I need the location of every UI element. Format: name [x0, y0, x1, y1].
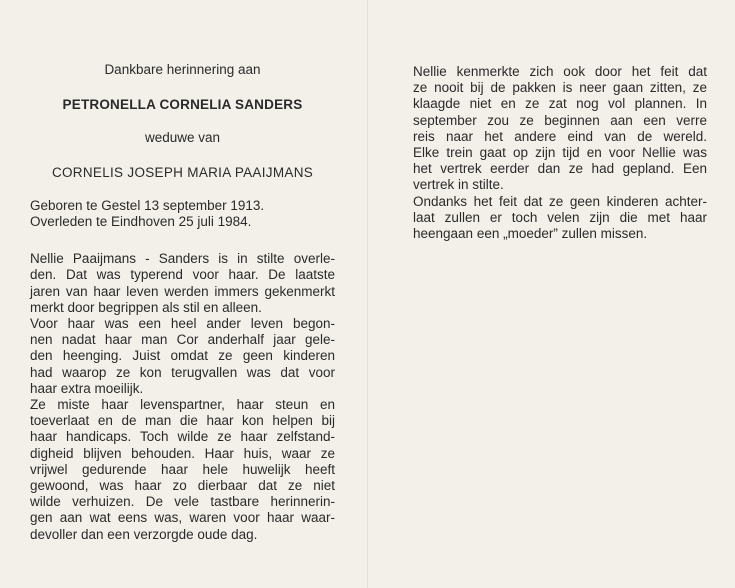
deceased-name: PETRONELLA CORNELIA SANDERS: [62, 97, 303, 113]
text-line: Elke trein gaat op zijn tijd en voor Nellie was: [413, 145, 707, 161]
text-line: den. Dat was typerend voor haar. De laatste: [30, 267, 335, 283]
left-body-text: [30, 251, 335, 543]
text-line: jaren van haar leven werden immers gekenmerkt: [30, 283, 335, 299]
birth-line: Geboren te Gestel 13 september 1913.: [30, 197, 265, 213]
text-line: heengaan een „moeder” zullen missen.: [413, 226, 648, 242]
text-line: gewoond, was haar zo dierbaar dat ze niet: [30, 478, 335, 494]
husband-name: CORNELIS JOSEPH MARIA PAAIJMANS: [51, 164, 314, 180]
text-line: Nellie Paaijmans - Sanders is in stilte overle-: [30, 251, 335, 267]
text-line: digheid blijven behouden. Haar huis, waar ze: [30, 445, 335, 461]
text-line: klaagde niet en ze zat nog vol plannen. In: [413, 96, 707, 112]
text-line: wilde verhuizen. De vele tastbare herinnerin-: [30, 494, 335, 510]
text-line: nen nadat haar man Cor anderhalf jaar gele-: [30, 332, 335, 348]
text-line: gen aan wat eens was, waren voor haar waar-: [30, 510, 335, 526]
text-line: Ondanks het feit dat ze geen kinderen achter-: [413, 193, 707, 209]
text-line: het vertrek eerder dan ze had gepland. Een: [413, 161, 707, 177]
relation-text: weduwe van: [144, 130, 221, 146]
text-line: toeverlaat en de man die haar kon helpen bij: [30, 413, 335, 429]
text-line: ze nooit bij de pakken is neer gaan zitten, ze: [413, 80, 707, 96]
text-line: vrijwel gedurende haar hele huwelijk heeft: [30, 461, 335, 477]
text-line: reis naar het andere eind van de wereld.: [413, 128, 707, 144]
left-page: [30, 56, 335, 543]
death-line: Overleden te Eindhoven 25 juli 1984.: [30, 214, 252, 230]
life-dates: [30, 198, 335, 230]
text-line: september zou ze beginnen aan een verre: [413, 112, 707, 128]
text-line: haar extra moeilijk.: [30, 380, 144, 396]
remembrance-intro: Dankbare herinnering aan: [104, 62, 261, 77]
text-line: Nellie kenmerkte zich ook door het feit dat: [413, 64, 707, 79]
text-line: had waarop ze kon terugvallen was dat voor: [30, 364, 335, 380]
text-line: Ze miste haar levenspartner, haar steun en: [30, 397, 335, 413]
right-page: [413, 64, 707, 242]
text-line: devoller dan een verzorgde oude dag.: [30, 526, 258, 542]
text-line: Voor haar was een heel ander leven begon-: [30, 316, 335, 332]
text-line: merkt door begrippen als stil en alleen.: [30, 299, 262, 315]
text-line: haar handicaps. Toch wilde ze haar zelfstand-: [30, 429, 335, 445]
text-line: vertrek in stilte.: [413, 177, 504, 193]
text-line: laat zullen er toch velen zijn die met haar: [413, 209, 707, 225]
text-line: den heenging. Juist omdat ze geen kinderen: [30, 348, 335, 364]
card-fold: [367, 0, 368, 588]
